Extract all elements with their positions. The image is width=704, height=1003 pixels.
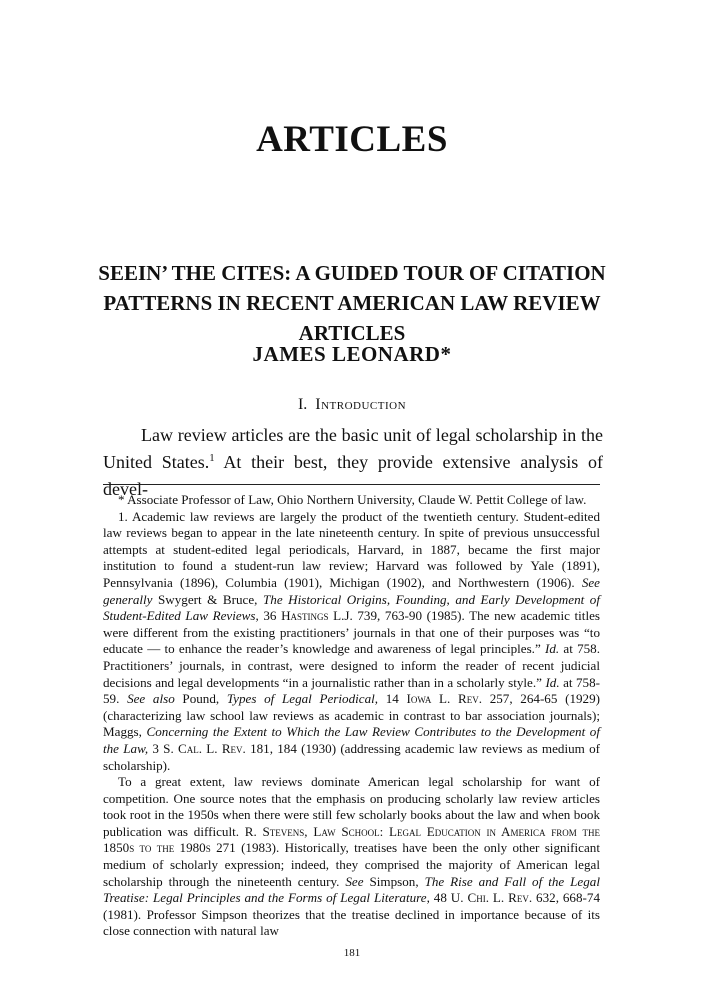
footnote-text: L. [431, 691, 459, 707]
footnote-1 [103, 509, 600, 775]
footnote-divider [103, 484, 600, 485]
footnote-text: 1980 [174, 840, 206, 856]
small-caps-text: Iowa [406, 691, 432, 707]
small-caps-text: Rev. [458, 691, 483, 707]
heading-text: Introduction [315, 396, 407, 413]
italic-text: The Rise and Fall of the Legal Treatise: Legal Principles and the Forms of Legal Literature, [103, 873, 600, 906]
heading-numeral: I. [297, 396, 308, 413]
footnote-text: To a great extent, law reviews dominate American legal scholarship for want of competition. One source notes that the emphasis on producing scholarly law review articles took root in the 1950s when there were still few scholarly books about the law and when book publication was difficult. R. [103, 774, 600, 839]
italic-text: See also [127, 691, 175, 707]
footnote-text: Simpson, [363, 873, 425, 889]
page-number: 181 [343, 947, 361, 959]
italic-text: Id. [544, 641, 560, 657]
footnote-text: Pound, [174, 691, 227, 707]
footnote-text: L. [202, 740, 222, 756]
body-text [103, 422, 603, 503]
footnote-text: 181, 184 (1930) (addressing academic law reviews as medium of scholarship). [103, 740, 600, 773]
section-heading [0, 396, 704, 414]
footnote-text: 48 U. [429, 890, 468, 906]
footnotes [103, 492, 600, 940]
article-title [90, 258, 614, 348]
section-label: ARTICLES [256, 119, 448, 160]
footnote-text: at 758-59. [103, 674, 601, 707]
small-caps-text: s [205, 840, 211, 856]
footnote-text: at 758. Practitioners’ journals, in contrast, were designed to inform the reader of recent judicial decisions and legal developments “in a journalistic rather than in a scholarly style.” [103, 641, 600, 690]
small-caps-text: Cal. [178, 740, 203, 756]
body-text-start: Law review articles are the basic unit of legal scholarship in the United States. [103, 425, 603, 472]
footnote-text: 257, 264-65 (1929) (characterizing law school law reviews as academic in contrast to bar association journals); Maggs, [103, 691, 600, 740]
footnote-text: L. [488, 890, 509, 906]
small-caps-text: Rev. [221, 740, 246, 756]
italic-text: Id. [545, 674, 560, 690]
small-caps-text: Hastings [281, 608, 329, 624]
small-caps-text: Stevens, Law School: Legal Education in America from the [262, 823, 601, 839]
title-line-1: SEEIN’ THE CITES: A GUIDED TOUR OF CITATION [98, 261, 606, 285]
footnote-text: 1850 [103, 840, 130, 856]
small-caps-text: Rev. [508, 890, 533, 906]
footnote-text: L.J. 739, 763-90 (1985). The new academic titles were different from the existing practitioners’ journals in that one of their purposes was “to educate — to enhance the reader’s knowledge and awareness of legal principles.” [103, 608, 600, 657]
author-name: JAMES LEONARD* [252, 342, 452, 366]
footnote-text: 271 (1983). Historically, treatises have been the only other significant medium of scholarly expression; indeed, they comprised the majority of American legal scholarship through the nineteenth century. [103, 840, 600, 889]
small-caps-text: Chi. [467, 890, 489, 906]
footnote-text: 36 [258, 608, 282, 624]
small-caps-text: s to the [129, 840, 175, 856]
italic-text: See generally [103, 574, 600, 607]
italic-text: Types of Legal Periodical, [226, 691, 379, 707]
body-text-end: At their best, they provide extensive analysis of devel- [103, 452, 603, 499]
footnote-ref-1: 1 [209, 452, 215, 464]
footnote-text: 1. Academic law reviews are largely the product of the twentieth century. Student-edited law reviews began to appear in the late nineteenth century. In spite of previous unsuccessful attempts at student-edited legal periodicals, Harvard, in 1887, became the first major institution to found a student-run law review; Harvard was followed by Yale (1891), Pennsylvania (1896), Columbia (1901), Michigan (1902), and Northwestern (1906). [103, 508, 600, 590]
footnote-text: 632, 668-74 (1981). Professor Simpson theorizes that the treatise declined in importance because of its close connection with natural law [103, 890, 600, 939]
footnote-text: Swygert & Bruce, [152, 591, 263, 607]
italic-text: The Historical Origins, Founding, and Early Development of Student-Edited Law Reviews, [103, 591, 600, 624]
footnote-text: 3 S. [148, 740, 178, 756]
footnote-1-continued [103, 774, 600, 940]
italic-text: Concerning the Extent to Which the Law Review Contributes to the Development of the Law, [103, 724, 600, 756]
footnote-text: 14 [378, 691, 407, 707]
body-paragraph [103, 422, 603, 503]
footnote-star: * Associate Professor of Law, Ohio Northern University, Claude W. Pettit College of law. [118, 492, 587, 507]
title-line-2: PATTERNS IN RECENT AMERICAN LAW REVIEW ARTICLES [103, 291, 601, 345]
italic-text: See [345, 873, 364, 889]
